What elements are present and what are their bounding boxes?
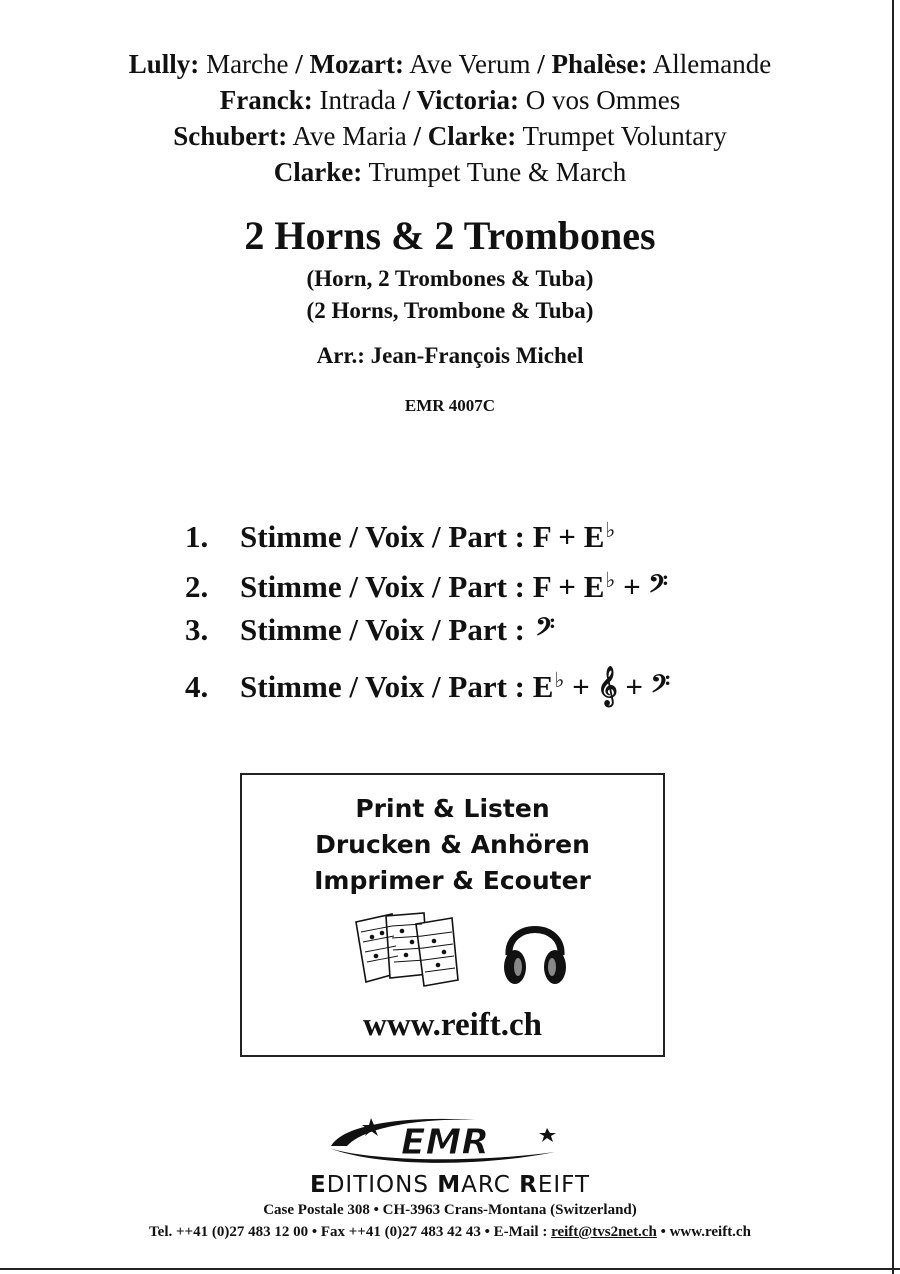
part-label: Stimme / Voix / Part : <box>240 612 525 647</box>
publisher-word: DITIONS <box>326 1172 438 1198</box>
promo-text <box>242 791 663 899</box>
piece-title: O vos Ommes <box>525 85 681 115</box>
plus-sign: + <box>550 569 584 604</box>
page-border-bottom <box>0 1268 900 1270</box>
promo-line-en: Print & Listen <box>355 794 550 823</box>
plus-sign: + <box>615 569 649 604</box>
composer-name: Phalèse: <box>551 49 648 79</box>
part-label: Stimme / Voix / Part : <box>240 519 525 554</box>
publisher-name <box>0 1172 900 1198</box>
composer-name: Lully: <box>128 49 200 79</box>
parts-list <box>185 505 670 705</box>
works-line <box>0 46 900 82</box>
flat-icon: ♭ <box>605 568 616 592</box>
works-separator: / <box>288 49 310 79</box>
works-separator: / <box>530 49 552 79</box>
composer-name: Victoria: <box>416 85 519 115</box>
key-letter: F <box>525 519 551 554</box>
composer-name: Clarke: <box>273 157 363 187</box>
promo-url[interactable]: www.reift.ch <box>362 1007 543 1043</box>
contact-phone-fax: Tel. ++41 (0)27 483 12 00 • Fax ++41 (0)27 483 42 43 • E-Mail : <box>149 1224 552 1240</box>
works-list <box>0 46 900 190</box>
print-listen-box[interactable] <box>240 773 665 1057</box>
plus-sign: + <box>617 669 651 704</box>
promo-line-fr: Imprimer & Ecouter <box>314 866 591 895</box>
publisher-address: Case Postale 308 • CH-3963 Crans-Montana (Switzerland) <box>263 1202 637 1218</box>
composer-name: Franck: <box>219 85 313 115</box>
part-number: 4. <box>185 669 209 704</box>
plus-sign: + <box>564 669 598 704</box>
piece-title: Ave Verum <box>409 49 531 79</box>
bass-clef-icon: 𝄢 <box>525 613 555 648</box>
flat-icon: ♭ <box>605 518 616 542</box>
key-letter: E <box>525 669 554 704</box>
promo-line-de: Drucken & Anhören <box>315 830 590 859</box>
works-line <box>0 82 900 118</box>
logo-text: EMR <box>400 1122 490 1163</box>
bass-clef-icon: 𝄢 <box>650 670 671 705</box>
publisher-initial: E <box>309 1172 327 1198</box>
part-number: 2. <box>185 569 209 604</box>
works-separator: / <box>395 85 417 115</box>
arranger: Arr.: Jean-François Michel <box>316 343 584 368</box>
part-row <box>185 655 670 705</box>
publisher-word: ARC <box>461 1172 520 1198</box>
flat-icon: ♭ <box>554 668 565 692</box>
bass-clef-icon: 𝄢 <box>648 570 668 605</box>
piece-title: Ave Maria <box>292 121 407 151</box>
works-line <box>0 154 900 190</box>
sheet-music-icon <box>352 910 462 990</box>
score-title: 2 Horns & 2 Trombones <box>244 213 656 258</box>
piece-title: Trumpet Voluntary <box>522 121 727 151</box>
works-separator: / <box>406 121 428 151</box>
composer-name: Mozart: <box>309 49 404 79</box>
plus-sign: + <box>550 519 584 554</box>
key-letter: E <box>583 519 605 554</box>
key-letter: F <box>525 569 551 604</box>
publisher-contact <box>0 1224 900 1241</box>
piece-title: Intrada <box>319 85 396 115</box>
treble-clef-icon: 𝄞 <box>597 666 618 706</box>
catalog-number: EMR 4007C <box>404 396 496 415</box>
composer-name: Schubert: <box>173 121 288 151</box>
page-border-right <box>892 0 894 1274</box>
part-number: 1. <box>185 519 209 554</box>
email-link[interactable]: reift@tvs2net.ch <box>551 1224 657 1240</box>
part-label: Stimme / Voix / Part : <box>240 569 525 604</box>
piece-title: Allemande <box>652 49 772 79</box>
subtitles <box>0 263 900 327</box>
part-row <box>185 505 670 555</box>
piece-title: Trumpet Tune & March <box>368 157 627 187</box>
subtitle-2: (2 Horns, Trombone & Tuba) <box>306 298 594 323</box>
part-row <box>185 605 670 655</box>
piece-title: Marche <box>206 49 289 79</box>
publisher-word: EIFT <box>537 1172 591 1198</box>
subtitle-1: (Horn, 2 Trombones & Tuba) <box>306 266 594 291</box>
part-number: 3. <box>185 612 209 647</box>
key-letter: E <box>583 569 605 604</box>
emr-logo <box>325 1112 565 1170</box>
works-line <box>0 118 900 154</box>
part-row <box>185 555 670 605</box>
contact-website[interactable]: • www.reift.ch <box>656 1224 751 1240</box>
part-label: Stimme / Voix / Part : <box>240 669 525 704</box>
headphones-icon <box>499 911 571 987</box>
publisher-initial: R <box>519 1172 538 1198</box>
publisher-initial: M <box>437 1172 462 1198</box>
composer-name: Clarke: <box>427 121 517 151</box>
